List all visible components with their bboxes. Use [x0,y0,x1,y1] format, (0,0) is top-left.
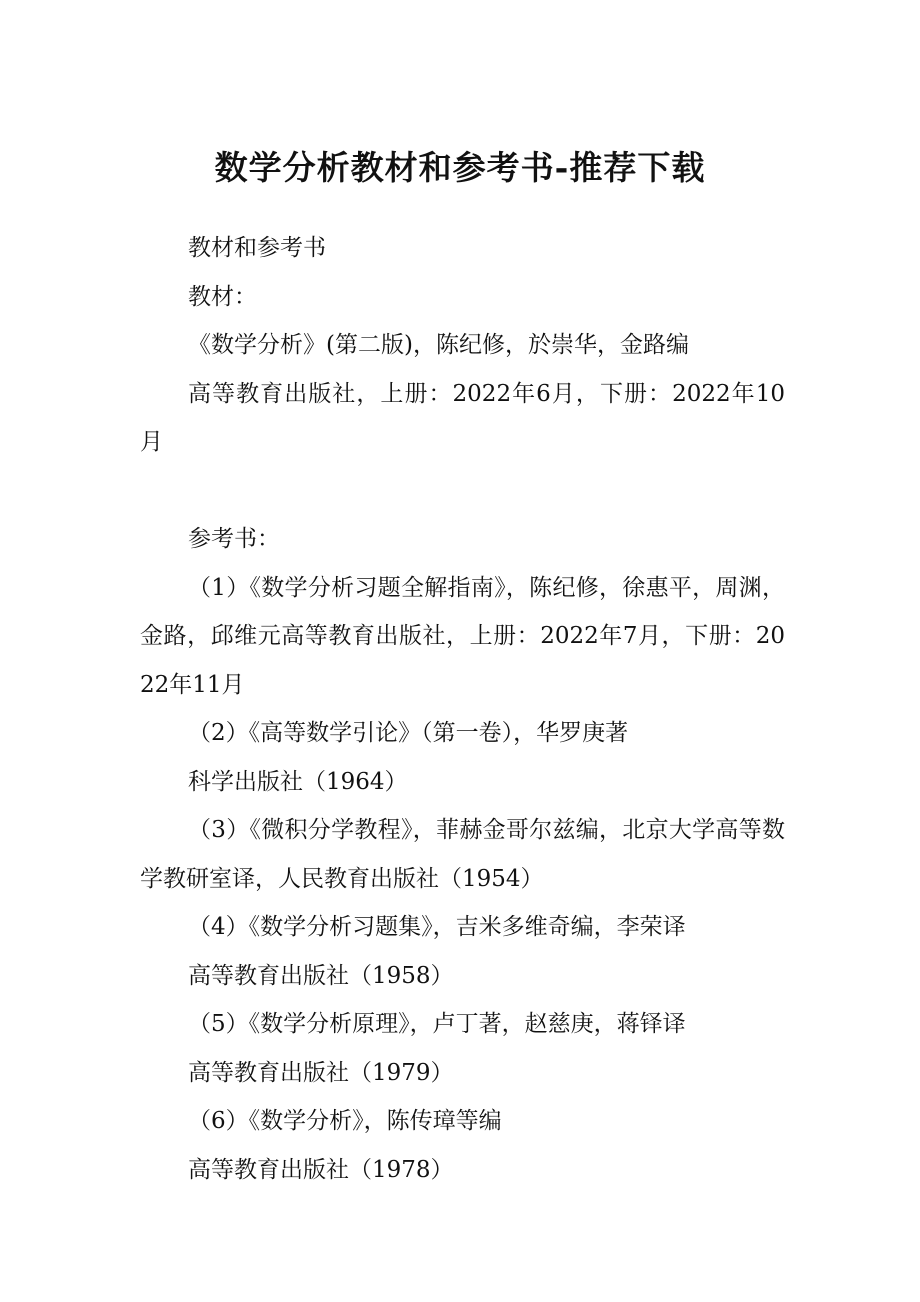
reference-item-6: （6）《数学分析》，陈传璋等编 [188,1108,502,1134]
reference-item-1: （1）《数学分析习题全解指南》，陈纪修，徐惠平，周渊，金路，邱维元高等教育出版社，上册：2022年7月，下册：2022年11月 [140,574,785,698]
textbook-publisher: 高等教育出版社，上册：2022年6月，下册：2022年10月 [140,380,785,455]
reference-item-4: （4）《数学分析习题集》，吉米多维奇编，李荣译 [188,914,686,940]
reference-item-3: （3）《微积分学教程》，菲赫金哥尔兹编，北京大学高等数学教研室译，人民教育出版社（1954） [140,817,785,892]
blank-line [140,467,785,516]
reference-label: 参考书： [188,526,280,552]
reference-item-6-publisher: 高等教育出版社（1978） [188,1156,454,1183]
reference-item-5-publisher: 高等教育出版社（1979） [188,1059,454,1086]
section-heading: 教材和参考书 [188,235,326,261]
textbook-label: 教材： [188,283,257,310]
reference-item-2-publisher: 科学出版社（1964） [188,768,408,795]
textbook-title: 《数学分析》(第二版)，陈纪修，於崇华，金路编 [188,332,689,358]
document-body [140,224,785,1194]
reference-item-4-publisher: 高等教育出版社（1958） [188,962,454,989]
reference-item-5: （5）《数学分析原理》，卢丁著，赵慈庚，蒋铎译 [188,1011,686,1037]
document-title: 数学分析教材和参考书-推荐下载 [214,148,706,187]
reference-item-2: （2）《高等数学引论》（第一卷），华罗庚著 [188,720,629,746]
